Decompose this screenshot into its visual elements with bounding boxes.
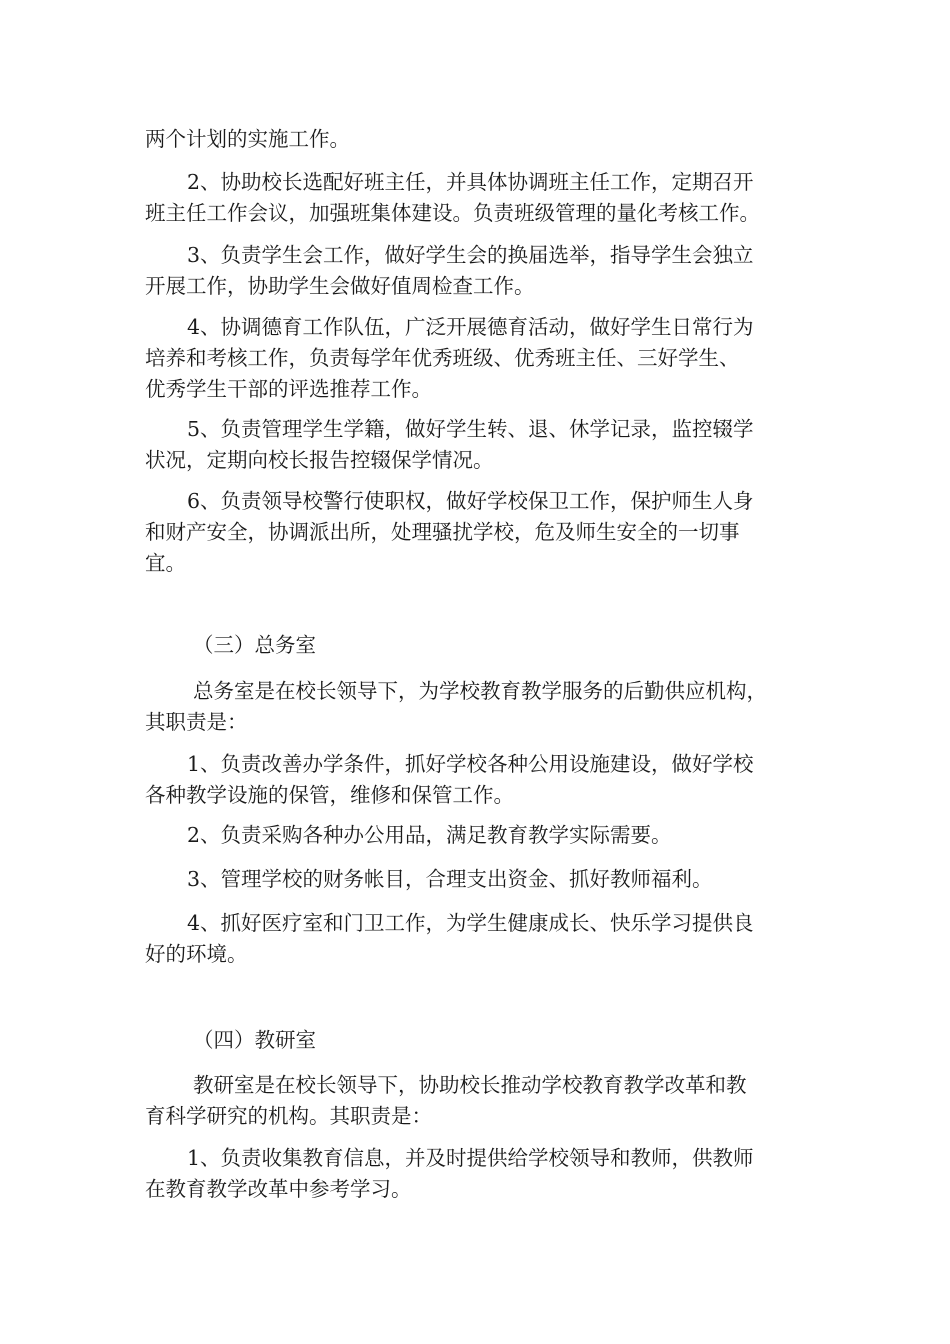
text-line: 总务室是在校长领导下，为学校教育教学服务的后勤供应机构，: [193, 679, 767, 703]
text-line: 开展工作，协助学生会做好值周检查工作。: [145, 274, 535, 298]
text-line: 其职责是：: [145, 710, 248, 734]
text-line: 3、负责学生会工作，做好学生会的换届选举，指导学生会独立: [187, 243, 754, 267]
text-line: 育科学研究的机构。其职责是：: [145, 1104, 432, 1128]
text-line: 和财产安全，协调派出所，处理骚扰学校，危及师生安全的一切事: [145, 520, 740, 544]
text-line: 1、负责改善办学条件，抓好学校各种公用设施建设，做好学校: [187, 752, 754, 776]
text-line: 4、抓好医疗室和门卫工作，为学生健康成长、快乐学习提供良: [187, 911, 754, 935]
section-title: （三）总务室: [193, 633, 316, 657]
text-line: 状况，定期向校长报告控辍保学情况。: [145, 448, 494, 472]
text-line: 4、协调德育工作队伍，广泛开展德育活动，做好学生日常行为: [187, 315, 754, 339]
paragraph-teaching-research-intro: [145, 1070, 813, 1132]
paragraph-ga-item-1: [145, 749, 813, 811]
text-line: 在教育教学改革中参考学习。: [145, 1177, 412, 1201]
paragraph-ga-item-3: [145, 864, 813, 895]
text-line: 5、负责管理学生学籍，做好学生转、退、休学记录，监控辍学: [187, 417, 754, 441]
text-line: 宜。: [145, 551, 186, 575]
paragraph-tr-item-1: [145, 1143, 813, 1205]
text-line: 培养和考核工作，负责每学年优秀班级、优秀班主任、三好学生、: [145, 346, 740, 370]
paragraph-ga-item-4: [145, 908, 813, 970]
section-heading-general-affairs: [145, 630, 813, 661]
paragraph-ga-item-2: [145, 820, 813, 851]
paragraph-continuation: [145, 124, 813, 155]
section-heading-teaching-research: [145, 1025, 813, 1056]
text-line: 班主任工作会议，加强班集体建设。负责班级管理的量化考核工作。: [145, 201, 760, 225]
text-line: 6、负责领导校警行使职权，做好学校保卫工作，保护师生人身: [187, 489, 754, 513]
text-line: 两个计划的实施工作。: [145, 127, 350, 151]
text-line: 教研室是在校长领导下，协助校长推动学校教育教学改革和教: [193, 1073, 747, 1097]
text-line: 好的环境。: [145, 942, 248, 966]
text-line: 1、负责收集教育信息，并及时提供给学校领导和教师，供教师: [187, 1146, 754, 1170]
text-line: 优秀学生干部的评选推荐工作。: [145, 377, 432, 401]
paragraph-item-5: [145, 414, 813, 476]
paragraph-general-affairs-intro: [145, 676, 813, 738]
paragraph-item-2: [145, 167, 813, 229]
text-line: 2、负责采购各种办公用品，满足教育教学实际需要。: [187, 823, 672, 847]
text-line: 3、管理学校的财务帐目，合理支出资金、抓好教师福利。: [187, 867, 713, 891]
paragraph-item-4: [145, 312, 813, 405]
text-line: 2、协助校长选配好班主任，并具体协调班主任工作，定期召开: [187, 170, 754, 194]
section-title: （四）教研室: [193, 1028, 316, 1052]
text-line: 各种教学设施的保管，维修和保管工作。: [145, 783, 514, 807]
paragraph-item-6: [145, 486, 813, 579]
paragraph-item-3: [145, 240, 813, 302]
